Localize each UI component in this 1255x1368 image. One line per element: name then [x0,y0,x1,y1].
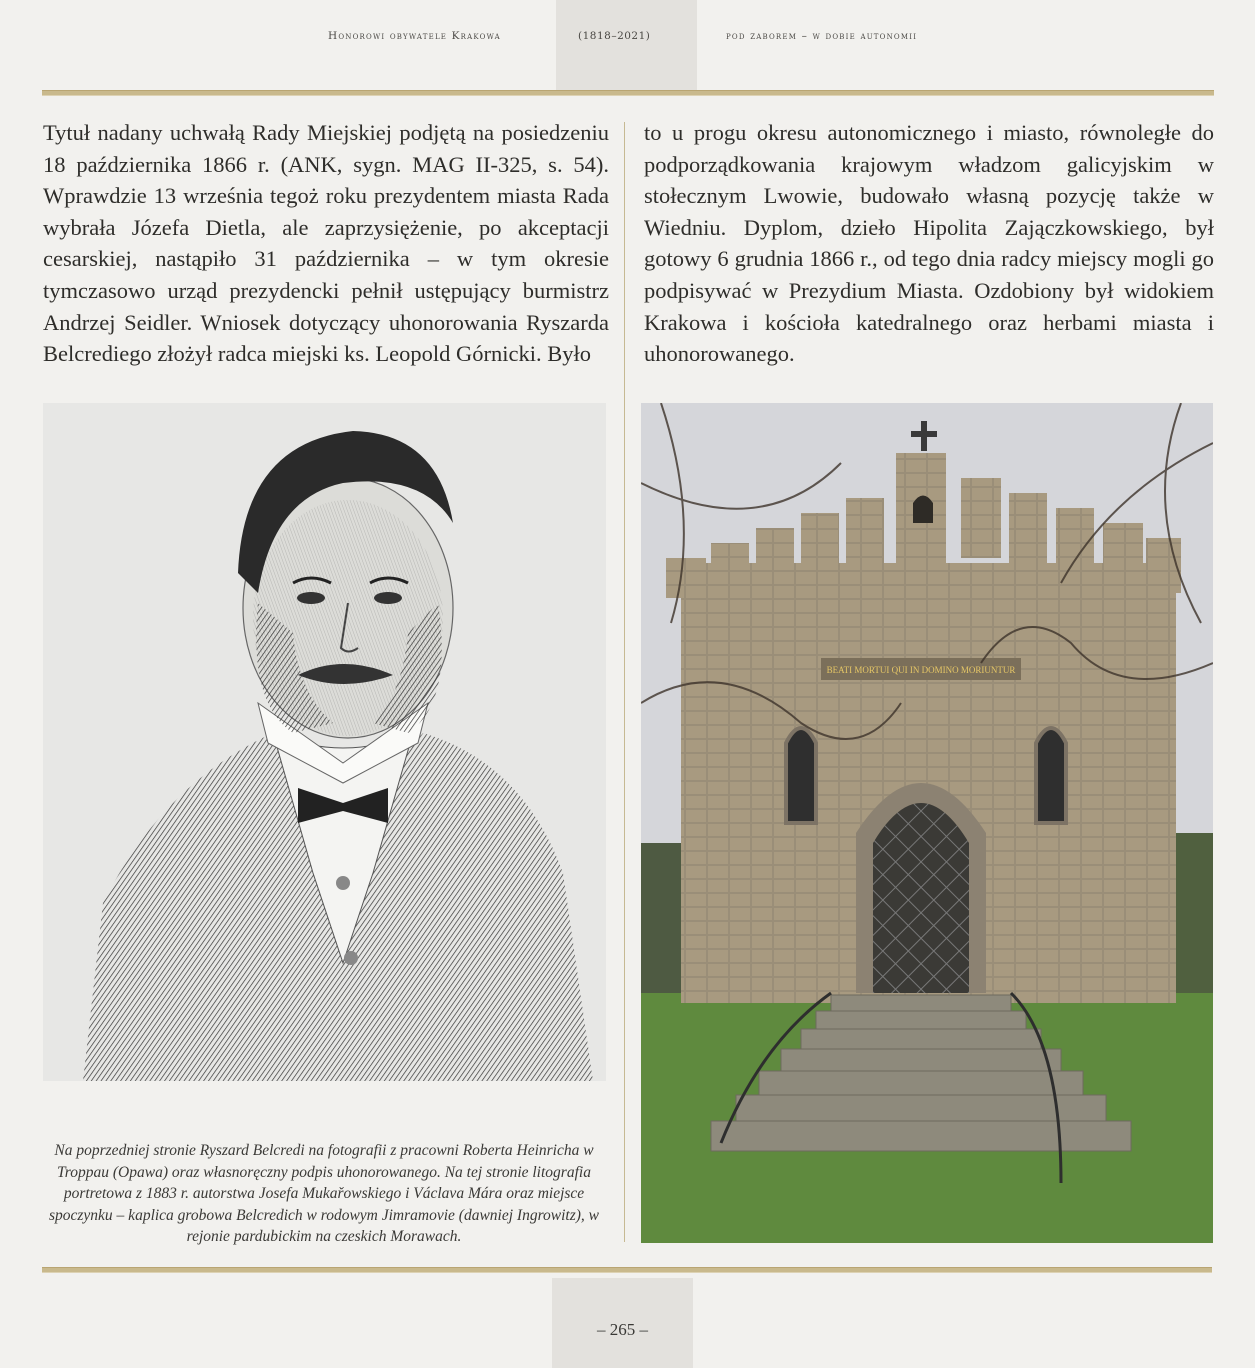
portrait-lithograph [43,403,606,1081]
chapel-photograph [641,403,1213,1243]
figure-caption: Na poprzedniej stronie Ryszard Belcredi na fotografii z pracowni Roberta Heinricha w Troppau (Opawa) oraz własnoręczny podpis uhonorowanego. Na tej stronie litografia portretowa z 1883 r. autorstwa Josefa Mukařowskiego i Václava Mára oraz miejsce spoczynku – kaplica grobowa Belcredich w rodowym Jimramovie (dawniej Ingrowitz), w rejonie pardubickim na czeskich Morawach. [48,1142,600,1245]
running-head-right: pod zaborem – w dobie autonomii [726,30,918,42]
running-head-left: Honorowi obywatele Krakowa [328,30,501,42]
header-rule [42,90,1214,96]
window-left [786,728,816,823]
portrait-illustration [43,403,606,1081]
body-text-left-column: Tytuł nadany uchwałą Rady Miejskiej podjętą na posiedzeniu 18 października 1866 r. (ANK, sygn. MAG II-325, s. 54). Wprawdzie 13 września tegoż roku prezydentem miasta Rada wybrała Józefa Dietla, ale zaprzysiężenie, po akceptacji cesarskiej, nastąpiło 31 października – w tym okresie tymczasowo urząd prezydencki pełnił ustępujący burmistrz Andrzej Seidler. Wniosek dotyczący uhonorowania Ryszarda Belcrediego złożył radca miejski ks. Leopold Górnicki. Było [43,120,609,367]
footer-rule [42,1267,1212,1273]
iron-gate [873,803,969,993]
chapel-illustration [641,403,1213,1243]
gutter-band-top [556,0,697,92]
running-head-center: (1818–2021) [578,30,651,42]
column-divider [624,122,625,1242]
window-right [1036,728,1066,823]
body-text-right-column: to u progu okresu autonomicznego i miasto, równoległe do podporządkowania krajowym władzom galicyjskim w stołecznym Lwowie, budowało własną pozycję także w Wiedniu. Dyplom, dzieło Hipolita Zajączkowskiego, był gotowy 6 grudnia 1866 r., od tego dnia radcy miejscy mogli go podpisywać w Prezydium Miasta. Ozdobiony był widokiem Krakowa i kościoła katedralnego oraz herbami miasta i uhonorowanego. [644,120,1214,367]
inscription-text: BEATI MORTUI QUI IN DOMINO MORIUNTUR [826,665,1016,675]
page-number: – 265 – [597,1320,648,1339]
